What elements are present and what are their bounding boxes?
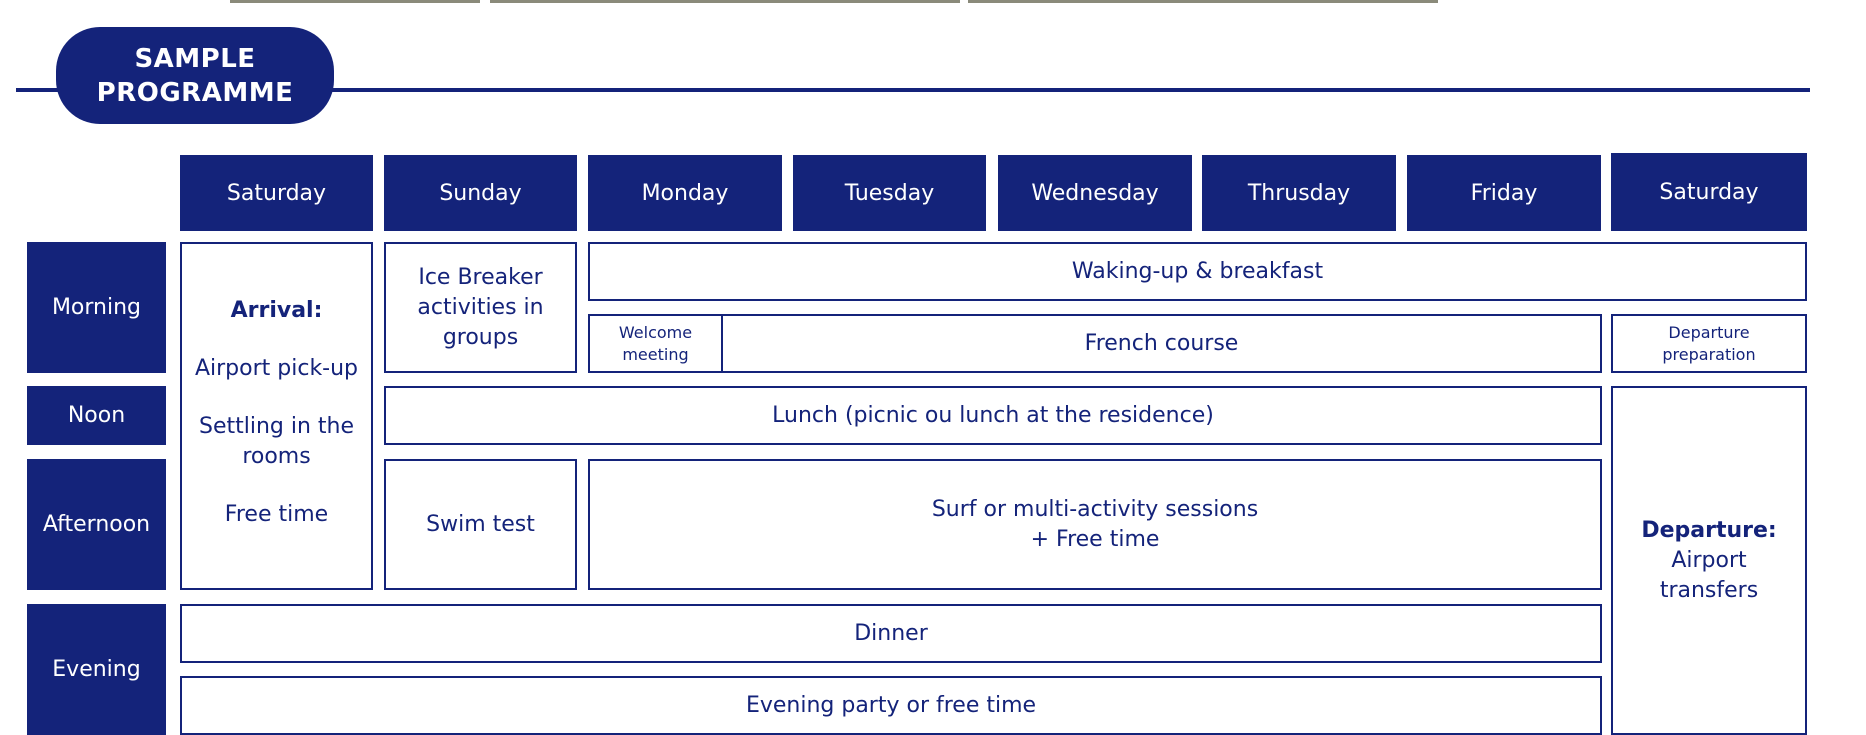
waking-breakfast-cell: [588, 242, 1807, 301]
evening-party-cell: [180, 676, 1602, 735]
welcome-meeting-cell: [588, 314, 723, 373]
page-title-line2: PROGRAMME: [96, 77, 294, 108]
day-header-thursday: Thrusday: [1202, 155, 1396, 231]
day-header-wednesday: Wednesday: [998, 155, 1192, 231]
arrival-heading: Arrival:: [230, 298, 323, 323]
welcome-meeting-text: Welcome meeting: [618, 322, 693, 364]
day-header-friday: Friday: [1407, 155, 1601, 231]
top-strip-right: [968, 0, 1438, 3]
departure-heading: Departure:: [1641, 517, 1777, 543]
waking-breakfast-text: Waking-up & breakfast: [1071, 258, 1324, 284]
top-strip-middle: [490, 0, 960, 3]
slot-label-afternoon: Afternoon: [27, 459, 166, 590]
page-title-line1: SAMPLE: [134, 43, 256, 74]
day-header-sunday: Sunday: [384, 155, 577, 231]
french-course-cell: [721, 314, 1602, 373]
title-rule: [330, 88, 1810, 92]
day-header-monday: Monday: [588, 155, 782, 231]
arrival-pickup: Airport pick-up: [194, 356, 359, 381]
arrival-settling: Settling in the rooms: [198, 414, 355, 469]
dinner-text: Dinner: [854, 620, 928, 646]
departure-preparation-text: Departure preparation: [1662, 322, 1756, 364]
french-course-text: French course: [1084, 330, 1239, 356]
ice-breaker-text: Ice Breaker activities in groups: [417, 264, 544, 350]
lunch-cell: [384, 386, 1602, 445]
slot-label-morning: Morning: [27, 242, 166, 373]
slot-label-evening: Evening: [27, 604, 166, 735]
arrival-free-time: Free time: [224, 502, 329, 527]
evening-party-text: Evening party or free time: [745, 692, 1037, 718]
day-header-saturday-last: Saturday: [1611, 153, 1807, 231]
ice-breaker-cell: [384, 242, 577, 373]
surf-line1: Surf or multi-activity sessions: [931, 496, 1259, 522]
surf-cell: [588, 459, 1602, 590]
title-rule-left: [16, 88, 60, 92]
departure-text: Airport transfers: [1659, 547, 1759, 603]
slot-label-noon: Noon: [27, 386, 166, 445]
arrival-cell: [180, 242, 373, 590]
dinner-cell: [180, 604, 1602, 663]
lunch-text: Lunch (picnic ou lunch at the residence): [772, 402, 1214, 428]
day-header-saturday: Saturday: [180, 155, 373, 231]
top-strip-left: [230, 0, 480, 3]
departure-cell: [1611, 386, 1807, 735]
page-title: [56, 27, 334, 124]
departure-preparation-cell: [1611, 314, 1807, 373]
swim-test-text: Swim test: [426, 511, 535, 537]
swim-test-cell: [384, 459, 577, 590]
surf-line2: + Free time: [1030, 526, 1160, 552]
day-header-tuesday: Tuesday: [793, 155, 986, 231]
